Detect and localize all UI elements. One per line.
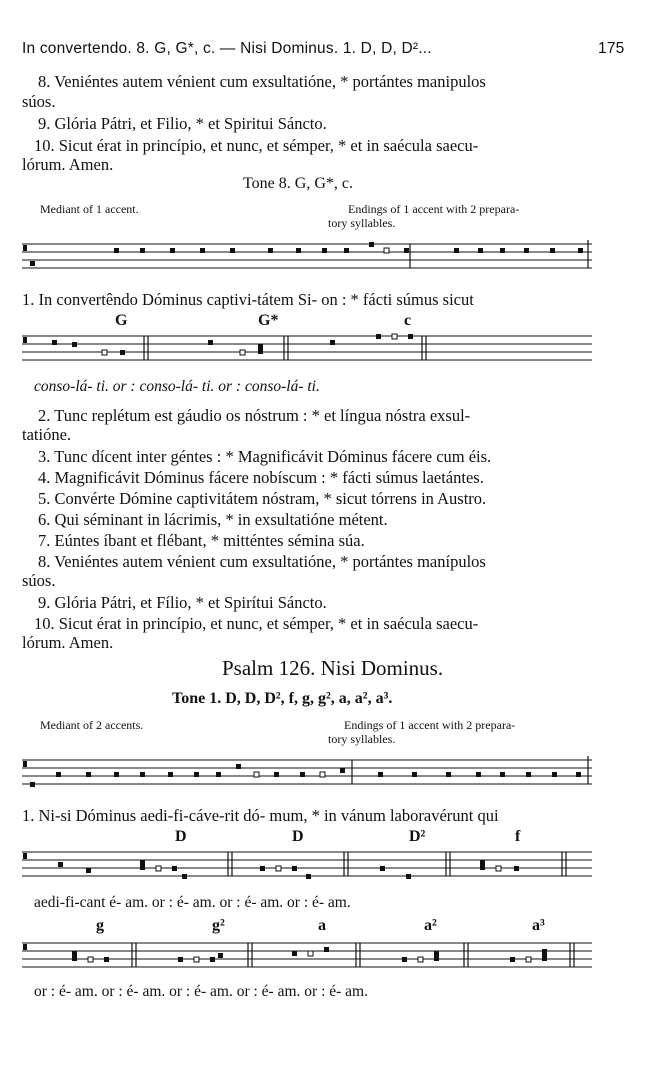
ending-label-a: a: [318, 917, 326, 934]
verse-2-line-1: 2. Tunc replétum est gáudio os nóstrum : * et língua nóstra exsul-: [38, 406, 471, 425]
endings-label-line-2: tory syllables.: [328, 216, 396, 230]
verse-4: 4. Magnificávit Dóminus fácere nobíscum : * fácti súmus laetántes.: [38, 468, 484, 487]
verse-8b-line-1: 8. Veniéntes autem vénient cum exsultatióne, * portántes manípulos: [38, 552, 486, 571]
ending-text: conso-lá- ti. or : conso-lá- ti. or : conso-lá- ti.: [34, 378, 320, 395]
verse-8-line-2: súos.: [22, 92, 56, 111]
chant-staff-tone-1: [22, 754, 592, 794]
page-number: 175: [598, 40, 625, 57]
chant-staff-tone-1-endings-2: [22, 937, 592, 977]
verse-3: 3. Tunc dícent inter géntes : * Magnificávit Dóminus fácere cum éis.: [38, 447, 492, 466]
ending-label-a-squared: a²: [424, 917, 437, 934]
ending-label-d-squared: D²: [409, 828, 426, 845]
verse-6: 6. Qui séminant in lácrimis, * in exsultatióne métent.: [38, 510, 388, 529]
psalm-ending-text-row-2: or : é- am. or : é- am. or : é- am. or : é- am. or : é- am.: [34, 983, 368, 1000]
psalm-ending-text-row-1: aedi-fi-cant é- am. or : é- am. or : é- am. or : é- am.: [34, 894, 351, 911]
verse-10b-line-2: lórum. Amen.: [22, 633, 114, 652]
mediant-label: Mediant of 1 accent.: [40, 202, 139, 216]
ending-label-c: c: [404, 312, 412, 329]
psalm-endings-label-line-2: tory syllables.: [328, 732, 396, 746]
psalm-mediant-label: Mediant of 2 accents.: [40, 718, 144, 732]
psalm-endings-label-line-1: Endings of 1 accent with 2 prepara-: [344, 718, 516, 732]
chant-staff-tone-8: [22, 238, 592, 278]
ending-label-g-squared: g²: [212, 917, 225, 934]
psalm-tone-heading: Tone 1. D, D, D², f, g, g², a, a², a³.: [172, 690, 393, 707]
ending-label-a-cubed: a³: [532, 917, 545, 934]
ending-label-f: f: [515, 828, 521, 845]
verse-10b-line-1: 10. Sicut érat in princípio, et nunc, et sémper, * et in saécula saecu-: [34, 614, 479, 633]
verse-9: 9. Glória Pátri, et Filio, * et Spiritui Sáncto.: [38, 114, 327, 133]
tone-8-verse-1: 1. In convertêndo Dóminus captivi-tátem Si- on : * fácti súmus sicut: [22, 290, 474, 309]
verse-9b: 9. Glória Pátri, et Fílio, * et Spirítui Sáncto.: [38, 593, 327, 612]
running-header: In convertendo. 8. G, G*, c. — Nisi Dominus. 1. D, D, D²...: [22, 40, 432, 57]
psalm-verse-1: 1. Ni-si Dóminus aedi-fi-cáve-rit dó- mum, * in vánum laboravérunt qui: [22, 806, 499, 825]
psalm-title: Psalm 126. Nisi Dominus.: [222, 656, 444, 680]
chant-staff-tone-1-endings-1: [22, 846, 592, 890]
verse-7: 7. Eúntes íbant et flébant, * mitténtes sémina súa.: [38, 531, 365, 550]
verse-10-line-1: 10. Sicut érat in princípio, et nunc, et sémper, * et in saécula saecu-: [34, 136, 479, 155]
verse-5: 5. Convérte Dómine captivitátem nóstram, * sicut tórrens in Austro.: [38, 489, 487, 508]
ending-label-g-lower: g: [96, 917, 104, 934]
verse-2-line-2: tatióne.: [22, 425, 72, 444]
tone-8-heading: Tone 8. G, G*, c.: [243, 175, 353, 192]
chant-staff-tone-8-endings: [22, 330, 592, 370]
verse-10-line-2: lórum. Amen.: [22, 155, 114, 174]
ending-label-d-1: D: [175, 828, 187, 845]
ending-label-g: G: [115, 312, 128, 329]
verse-8-line-1: 8. Veniéntes autem vénient cum exsultatióne, * portántes manipulos: [38, 72, 486, 91]
endings-label-line-1: Endings of 1 accent with 2 prepara-: [348, 202, 520, 216]
ending-label-d-2: D: [292, 828, 304, 845]
tone-8-ending-text: [34, 378, 320, 396]
verse-8b-line-2: súos.: [22, 571, 56, 590]
ending-label-g-star: G*: [258, 312, 279, 329]
